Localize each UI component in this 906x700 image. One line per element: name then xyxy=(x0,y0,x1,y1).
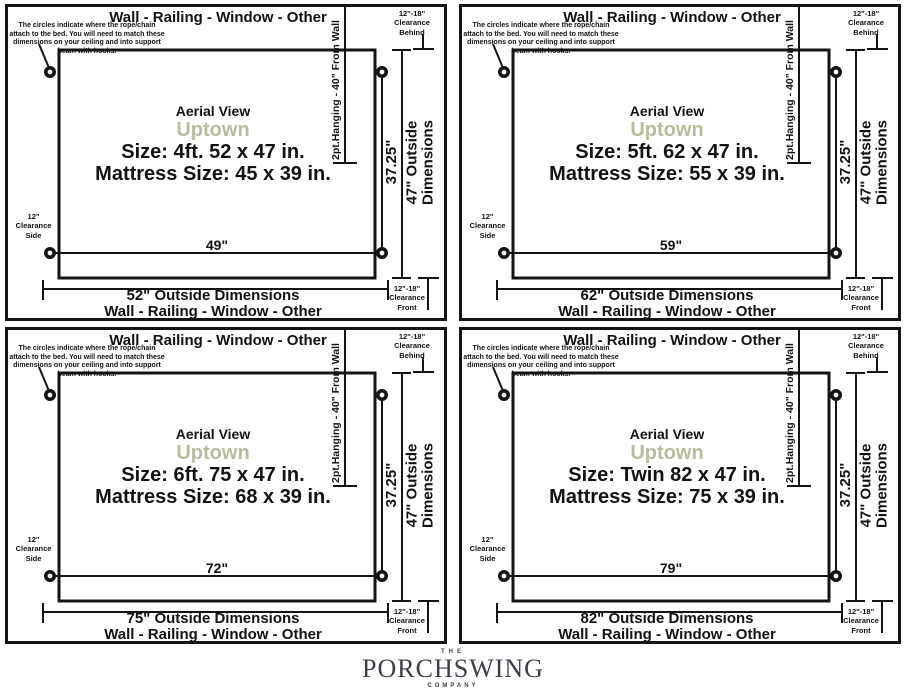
wall-label-top: Wall - Railing - Window - Other xyxy=(563,332,781,349)
aerial-view-label: Aerial View xyxy=(175,426,251,442)
inner-height-value: 37.25" xyxy=(837,139,854,185)
outside-height-line1: 47" Outside xyxy=(403,120,421,205)
size-label: Size: 5ft. 62 x 47 in. xyxy=(575,141,759,163)
model-name: Uptown xyxy=(176,119,250,141)
rope-attachment-icon xyxy=(500,68,508,76)
outside-height-line2: Dimensions xyxy=(873,442,891,529)
size-diagram-panel xyxy=(459,327,901,644)
rope-attachment-icon xyxy=(46,249,54,257)
outside-height-line2: Dimensions xyxy=(419,119,437,206)
size-label: Size: Twin 82 x 47 in. xyxy=(568,464,766,486)
outside-width-value: 82" Outside Dimensions xyxy=(580,610,754,627)
outside-height-label xyxy=(405,411,438,561)
mattress-size-label: Mattress Size: 75 x 39 in. xyxy=(549,486,785,508)
model-name: Uptown xyxy=(176,442,250,464)
brand-logo xyxy=(0,649,906,689)
brand-logo-the: THE xyxy=(441,649,465,655)
wall-label-bottom: Wall - Railing - Window - Other xyxy=(558,302,776,320)
aerial-view-label: Aerial View xyxy=(175,103,251,119)
rope-attachment-icon xyxy=(378,68,386,76)
inner-width-value: 49" xyxy=(205,237,229,253)
clearance-side-label: 12" Clearance Side xyxy=(469,212,506,240)
rope-attachment-icon xyxy=(500,391,508,399)
mattress-size-label: Mattress Size: 45 x 39 in. xyxy=(95,163,331,185)
outside-width-value: 62" Outside Dimensions xyxy=(580,287,754,304)
outside-width-value: 52" Outside Dimensions xyxy=(126,287,300,304)
rope-attachment-icon xyxy=(500,572,508,580)
clearance-behind-label: 12"-18" Clearance Behind xyxy=(394,332,430,360)
rope-attachment-icon xyxy=(832,249,840,257)
outside-height-line1: 47" Outside xyxy=(857,443,875,528)
inner-height-value: 37.25" xyxy=(837,462,854,508)
outside-height-line2: Dimensions xyxy=(419,442,437,529)
rope-attachment-icon xyxy=(46,572,54,580)
attachment-note: The circles indicate where the rope/chain attach to the bed. You will need to match these dimensions on your ceiling and into support beam with hooks. xyxy=(9,345,165,378)
inner-width-value: 79" xyxy=(659,560,683,576)
clearance-behind-label: 12"-18" Clearance Behind xyxy=(394,9,430,37)
hanging-label: 2pt.Hanging - 40" From Wall xyxy=(784,20,796,160)
attachment-note: The circles indicate where the rope/chain attach to the bed. You will need to match these dimensions on your ceiling and into support beam with hooks. xyxy=(463,22,619,55)
wall-label-bottom: Wall - Railing - Window - Other xyxy=(104,302,322,320)
outside-height-line2: Dimensions xyxy=(873,119,891,206)
attachment-note: The circles indicate where the rope/chain attach to the bed. You will need to match these dimensions on your ceiling and into support beam with hooks. xyxy=(463,345,619,378)
size-diagram-panel xyxy=(459,4,901,321)
panel-center-text xyxy=(51,103,375,185)
clearance-front-label: 12"-18" Clearance Front xyxy=(389,607,425,635)
panel-center-text xyxy=(51,426,375,508)
wall-label-top: Wall - Railing - Window - Other xyxy=(109,9,327,26)
brand-logo-company: COMPANY xyxy=(427,683,479,689)
mattress-size-label: Mattress Size: 55 x 39 in. xyxy=(549,163,785,185)
outside-width-label xyxy=(8,288,418,319)
inner-width-value: 72" xyxy=(205,560,229,576)
clearance-front-label: 12"-18" Clearance Front xyxy=(389,284,425,312)
hanging-label: 2pt.Hanging - 40" From Wall xyxy=(330,343,342,483)
rope-attachment-icon xyxy=(500,249,508,257)
inner-height-value: 37.25" xyxy=(383,139,400,185)
clearance-side-label: 12" Clearance Side xyxy=(469,535,506,563)
mattress-size-label: Mattress Size: 68 x 39 in. xyxy=(95,486,331,508)
inner-height-value: 37.25" xyxy=(383,462,400,508)
model-name: Uptown xyxy=(630,442,704,464)
size-label: Size: 6ft. 75 x 47 in. xyxy=(121,464,305,486)
rope-attachment-icon xyxy=(832,391,840,399)
attachment-note: The circles indicate where the rope/chain attach to the bed. You will need to match these dimensions on your ceiling and into support beam with hooks. xyxy=(9,22,165,55)
clearance-behind-label: 12"-18" Clearance Behind xyxy=(848,9,884,37)
clearance-side-label: 12" Clearance Side xyxy=(15,212,52,240)
panel-center-text xyxy=(505,103,829,185)
rope-attachment-icon xyxy=(378,391,386,399)
outside-width-label xyxy=(462,611,872,642)
clearance-behind-label: 12"-18" Clearance Behind xyxy=(848,332,884,360)
wall-label-bottom: Wall - Railing - Window - Other xyxy=(558,625,776,643)
hanging-label: 2pt.Hanging - 40" From Wall xyxy=(784,343,796,483)
outside-height-label xyxy=(859,411,892,561)
brand-logo-name: PORCHSWING xyxy=(362,654,544,683)
rope-attachment-icon xyxy=(46,391,54,399)
outside-height-label xyxy=(859,88,892,238)
rope-attachment-icon xyxy=(378,572,386,580)
rope-attachment-icon xyxy=(832,572,840,580)
outside-width-value: 75" Outside Dimensions xyxy=(126,610,300,627)
model-name: Uptown xyxy=(630,119,704,141)
wall-label-bottom: Wall - Railing - Window - Other xyxy=(104,625,322,643)
rope-attachment-icon xyxy=(46,68,54,76)
outside-height-label xyxy=(405,88,438,238)
outside-height-line1: 47" Outside xyxy=(403,443,421,528)
rope-attachment-icon xyxy=(378,249,386,257)
clearance-front-label: 12"-18" Clearance Front xyxy=(843,284,879,312)
outside-height-line1: 47" Outside xyxy=(857,120,875,205)
clearance-side-label: 12" Clearance Side xyxy=(15,535,52,563)
outside-width-label xyxy=(462,288,872,319)
aerial-view-label: Aerial View xyxy=(629,103,705,119)
clearance-front-label: 12"-18" Clearance Front xyxy=(843,607,879,635)
wall-label-top: Wall - Railing - Window - Other xyxy=(563,9,781,26)
size-diagram-panel xyxy=(5,4,447,321)
size-diagram-panel xyxy=(5,327,447,644)
rope-attachment-icon xyxy=(832,68,840,76)
inner-width-value: 59" xyxy=(659,237,683,253)
size-label: Size: 4ft. 52 x 47 in. xyxy=(121,141,305,163)
panel-center-text xyxy=(505,426,829,508)
aerial-view-label: Aerial View xyxy=(629,426,705,442)
hanging-label: 2pt.Hanging - 40" From Wall xyxy=(330,20,342,160)
outside-width-label xyxy=(8,611,418,642)
wall-label-top: Wall - Railing - Window - Other xyxy=(109,332,327,349)
